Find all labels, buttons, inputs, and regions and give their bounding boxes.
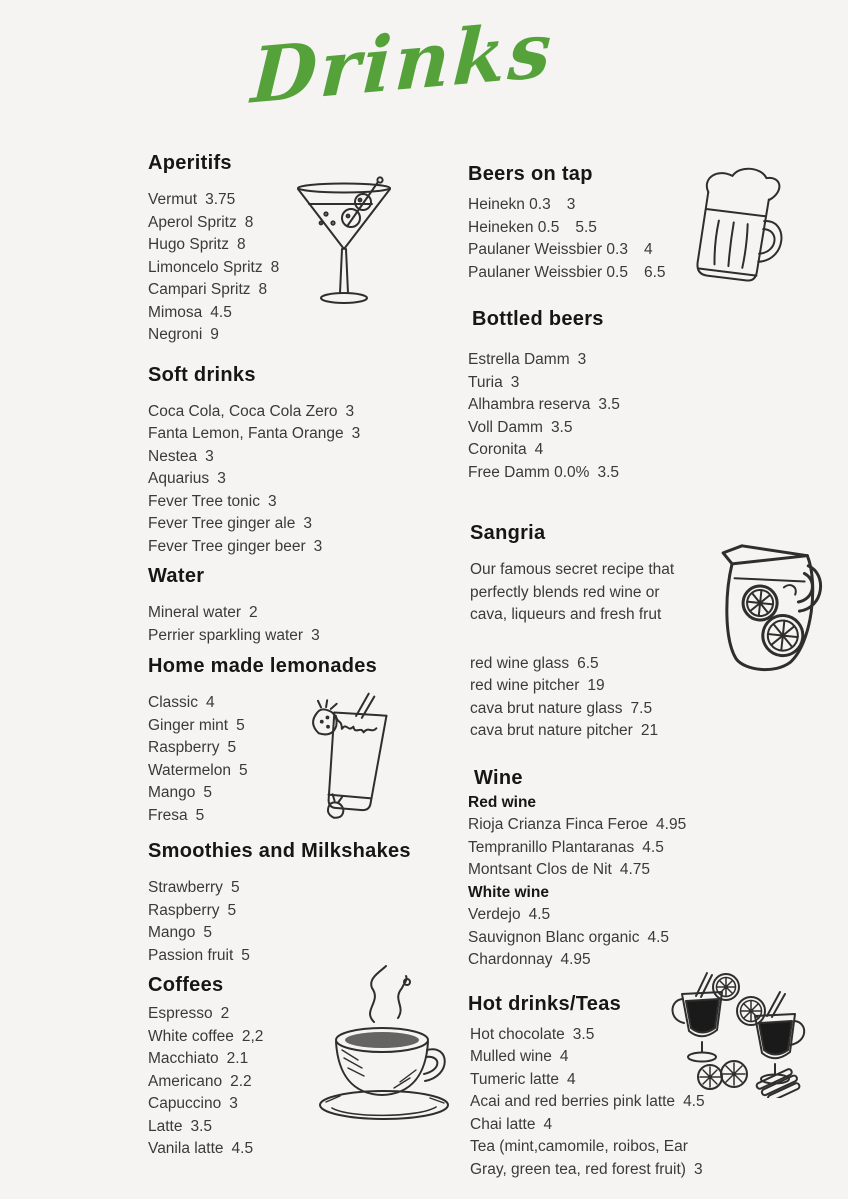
martini-glass-icon <box>288 175 400 315</box>
section-heading: Wine <box>474 766 523 789</box>
menu-item-price: 8 <box>258 281 268 298</box>
menu-item-price: 3.5 <box>597 463 620 481</box>
beer-mug-icon <box>678 163 798 295</box>
menu-item-name: Macchiato <box>148 1050 219 1067</box>
menu-item-price: 3 <box>311 626 320 644</box>
menu-item-name: Capuccino <box>148 1095 222 1112</box>
menu-item <box>148 625 460 648</box>
menu-item-price: 5 <box>236 716 245 734</box>
section-water <box>148 565 460 647</box>
menu-item-price: 3 <box>303 515 312 532</box>
menu-item-name: Raspberry <box>148 739 220 756</box>
menu-item <box>470 698 768 721</box>
menu-item-price: 4.5 <box>210 303 232 321</box>
menu-item-price: 2.2 <box>230 1072 252 1090</box>
menu-item-price: 3 <box>268 492 277 510</box>
menu-item-name: Verdejo <box>468 906 521 923</box>
menu-item-name: Aperol Spritz <box>148 213 237 231</box>
menu-item <box>148 877 460 900</box>
menu-item-name: Tumeric latte <box>470 1070 560 1088</box>
menu-item-price: 4 <box>567 1070 576 1088</box>
menu-item <box>468 349 768 372</box>
menu-item <box>468 837 768 860</box>
menu-item-name: cava brut nature pitcher <box>470 722 633 739</box>
section-heading: Aperitifs <box>148 152 232 174</box>
menu-item-name: Mimosa <box>148 303 203 321</box>
menu-item <box>468 814 768 837</box>
menu-item-price: 4.5 <box>642 838 664 856</box>
menu-item-price: 19 <box>587 677 605 694</box>
menu-item-name: Fever Tree tonic <box>148 492 260 510</box>
menu-item-name: Tea (mint,camomile, roibos, Ear Gray, green tea, red forest fruit) <box>470 1138 688 1178</box>
menu-item <box>468 417 768 440</box>
menu-item-price: 3 <box>351 425 361 442</box>
menu-item-price: 4.5 <box>528 906 551 923</box>
menu-item-price: 4.95 <box>560 951 591 968</box>
menu-item-price: 6.5 <box>643 263 666 281</box>
menu-item <box>148 491 460 514</box>
menu-item-price: 2,2 <box>241 1027 264 1045</box>
section-wine <box>468 767 768 972</box>
menu-item-name: Limoncelo Spritz <box>148 258 263 276</box>
menu-item-price: 3.5 <box>190 1117 213 1135</box>
menu-item <box>470 720 768 743</box>
menu-item-name: cava brut nature glass <box>470 699 623 717</box>
menu-item <box>148 922 460 945</box>
page-title: Drinks <box>249 4 557 121</box>
menu-item-name: Turia <box>468 373 503 391</box>
menu-item-price: 8 <box>244 213 254 231</box>
menu-item-price: 4.5 <box>683 1093 705 1110</box>
menu-item-name: red wine pitcher <box>470 677 580 694</box>
menu-item-name: Negroni <box>148 326 203 343</box>
strawberry-smoothie-icon <box>286 688 408 820</box>
menu-item-price: 4.5 <box>647 928 670 946</box>
menu-item-name: Strawberry <box>148 879 223 896</box>
section-heading: Water <box>148 565 205 587</box>
section-bottled-beers <box>468 308 768 484</box>
menu-item-price: 9 <box>210 326 219 343</box>
coffee-cup-icon <box>300 962 460 1137</box>
menu-item-name: Ginger mint <box>148 716 229 734</box>
section-heading: Hot drinks/Teas <box>468 992 622 1015</box>
sangria-pitcher-icon <box>703 538 835 690</box>
menu-item <box>148 602 460 625</box>
menu-item-price: 3 <box>229 1095 238 1112</box>
menu-item <box>148 446 460 469</box>
menu-item-price: 5.5 <box>575 218 597 236</box>
menu-item-name: Paulaner Weissbier 0.3 <box>468 241 628 258</box>
menu-item-price: 7.5 <box>630 699 653 717</box>
menu-item-price: 3 <box>345 402 355 420</box>
menu-item-price: 2 <box>249 604 258 621</box>
menu-item-price: 6.5 <box>577 654 599 672</box>
menu-item-name: Mulled wine <box>470 1048 552 1065</box>
menu-item-price: 4 <box>643 241 653 258</box>
menu-item <box>148 423 460 446</box>
menu-item-price: 4.75 <box>619 861 651 878</box>
section-heading: Soft drinks <box>148 363 256 386</box>
section-heading: Home made lemonades <box>148 655 378 677</box>
menu-item <box>148 401 460 424</box>
menu-item-price: 4.5 <box>231 1140 254 1157</box>
menu-item-name: Fever Tree ginger beer <box>148 537 306 555</box>
menu-item-price: 2.1 <box>226 1050 249 1067</box>
menu-item-name: Watermelon <box>148 761 231 779</box>
menu-item-name: Hugo Spritz <box>148 236 229 253</box>
menu-item-name: Vanila latte <box>148 1140 224 1157</box>
menu-item-name: Latte <box>148 1117 183 1135</box>
menu-item-name: Raspberry <box>148 901 220 919</box>
menu-item-name: red wine glass <box>470 654 570 672</box>
menu-item <box>468 904 768 927</box>
menu-item-name: Aquarius <box>148 470 210 487</box>
section-heading: Bottled beers <box>472 308 604 330</box>
menu-item <box>468 859 768 882</box>
menu-item <box>468 394 768 417</box>
menu-item-price: 8 <box>236 236 246 253</box>
menu-item-price: 3 <box>566 196 576 213</box>
menu-item-price: 5 <box>230 879 240 896</box>
menu-item <box>470 1114 726 1137</box>
menu-item <box>148 900 460 923</box>
menu-item-name: Estrella Damm <box>468 351 570 368</box>
section-items <box>148 401 460 559</box>
menu-item-name: Mango <box>148 924 196 941</box>
menu-item-name: Perrier sparkling water <box>148 626 304 644</box>
menu-item-price: 5 <box>241 946 250 964</box>
menu-item-price: 4 <box>534 441 544 458</box>
menu-item-price: 3.5 <box>598 396 620 413</box>
menu-item-price: 21 <box>640 722 659 739</box>
menu-item-name: Hot chocolate <box>470 1025 565 1043</box>
menu-item-price: 3 <box>577 351 587 368</box>
menu-item-name: Tempranillo Plantaranas <box>468 838 635 856</box>
menu-item-name: Coca Cola, Coca Cola Zero <box>148 402 338 420</box>
menu-item-name: Fever Tree ginger ale <box>148 515 296 532</box>
menu-item-price: 5 <box>227 739 237 756</box>
menu-item-name: Classic <box>148 694 198 711</box>
menu-item-name: Passion fruit <box>148 946 234 964</box>
menu-item-price: 5 <box>203 784 213 801</box>
menu-item-name: Voll Damm <box>468 418 543 436</box>
sangria-description: Our famous secret recipe that perfectly blends red wine or cava, liqueurs and fresh frut <box>470 561 675 623</box>
menu-item <box>470 1136 726 1181</box>
menu-item-name: Vermut <box>148 191 198 208</box>
menu-item-price: 8 <box>270 258 280 276</box>
menu-item <box>468 439 768 462</box>
menu-item-name: Sauvignon Blanc organic <box>468 928 640 946</box>
menu-item-name: Heinekn 0.3 <box>468 196 551 213</box>
menu-item <box>148 324 460 347</box>
menu-item-name: White coffee <box>148 1027 234 1045</box>
menu-item-price: 3 <box>510 373 520 391</box>
menu-item-name: Paulaner Weissbier 0.5 <box>468 263 628 281</box>
menu-item <box>148 536 460 559</box>
menu-item-name: Acai and red berries pink latte <box>470 1093 676 1110</box>
wine-subheading-white: White wine <box>468 883 549 901</box>
menu-item <box>148 468 460 491</box>
menu-item-price: 4 <box>205 694 215 711</box>
menu-item-price: 4 <box>543 1115 553 1133</box>
section-heading: Beers on tap <box>468 163 593 185</box>
section-items <box>468 349 768 484</box>
menu-item-name: Alhambra reserva <box>468 396 591 413</box>
menu-item-name: Rioja Crianza Finca Feroe <box>468 816 649 833</box>
menu-item <box>468 927 768 950</box>
menu-item-name: Fresa <box>148 806 188 824</box>
menu-item-price: 3.5 <box>572 1025 595 1043</box>
menu-item-price: 4.95 <box>656 816 687 833</box>
menu-item-price: 3 <box>313 537 323 555</box>
section-heading: Coffees <box>148 974 224 996</box>
section-items <box>468 814 768 882</box>
menu-item-name: Nestea <box>148 447 198 465</box>
menu-item-price: 3 <box>693 1160 703 1178</box>
menu-item-name: Americano <box>148 1072 223 1090</box>
wine-subheading-red: Red wine <box>468 793 537 811</box>
menu-item-name: Chai latte <box>470 1115 536 1133</box>
menu-item <box>148 513 460 536</box>
menu-item-price: 3 <box>205 447 214 465</box>
section-smoothies <box>148 840 460 967</box>
menu-item-price: 3 <box>217 470 226 487</box>
section-items <box>148 602 460 647</box>
menu-item-price: 5 <box>203 924 213 941</box>
menu-item <box>468 372 768 395</box>
menu-item-price: 5 <box>227 901 237 919</box>
menu-item-name: Free Damm 0.0% <box>468 463 590 481</box>
menu-item <box>148 1138 460 1161</box>
section-items <box>468 904 768 972</box>
menu-item-name: Mineral water <box>148 604 242 621</box>
section-soft-drinks <box>148 364 460 559</box>
menu-item-price: 3.5 <box>550 418 573 436</box>
section-items <box>148 877 460 967</box>
menu-item-price: 2 <box>220 1005 230 1022</box>
mulled-wine-glasses-icon <box>663 968 813 1098</box>
menu-item-name: Heineken 0.5 <box>468 218 560 236</box>
menu-item-price: 3.75 <box>205 191 236 208</box>
menu-item-name: Montsant Clos de Nit <box>468 861 612 878</box>
menu-item-name: Mango <box>148 784 196 801</box>
menu-item <box>468 462 768 485</box>
menu-item-name: Chardonnay <box>468 951 553 968</box>
menu-item-name: Fanta Lemon, Fanta Orange <box>148 425 344 442</box>
menu-item-name: Coronita <box>468 441 527 458</box>
menu-item-price: 5 <box>238 761 248 779</box>
menu-item-name: Espresso <box>148 1005 213 1022</box>
menu-item-price: 5 <box>195 806 205 824</box>
section-heading: Smoothies and Milkshakes <box>148 840 411 862</box>
menu-item-name: Campari Spritz <box>148 281 251 298</box>
menu-item-price: 4 <box>559 1048 569 1065</box>
section-heading: Sangria <box>470 522 546 544</box>
